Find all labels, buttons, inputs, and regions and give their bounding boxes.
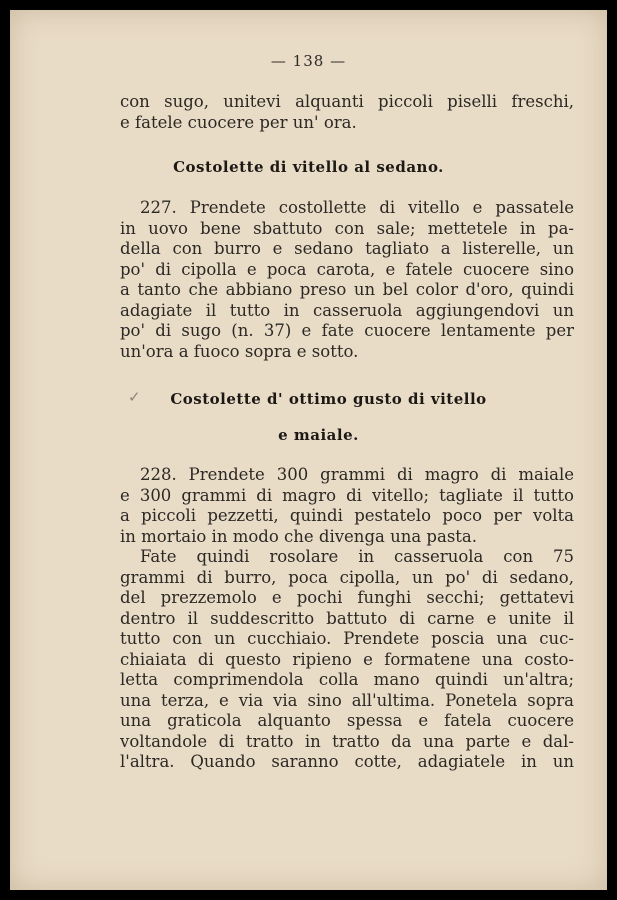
recipe-228-line: una terza, e via via sino all'ultima. Ponetela sopra [120,690,574,710]
recipe-228-line: chiaiata di questo ripieno e formatene una costo- [120,649,574,669]
recipe-228-paragraph-2 [120,547,574,773]
recipe-227-title: Costolette di vitello al sedano. [173,158,444,176]
intro-line: e fatele cuocere per un' ora. [120,112,357,132]
recipe-227-line: adagiate il tutto in casseruola aggiungendovi un [120,300,574,320]
recipe-228-line: del prezzemolo e pochi funghi secchi; gettatevi [120,588,574,607]
recipe-227-paragraph [120,198,574,362]
recipe-228-line: 228. Prendete 300 grammi di magro di maiale [140,465,574,484]
recipe-227-line: un'ora a fuoco sopra e sotto. [120,341,359,361]
recipe-227-line: della con burro e sedano tagliato a listerelle, un [120,239,574,258]
pencil-check-mark-icon: ✓ [128,388,141,406]
recipe-228-title-line2: e maiale. [278,426,359,444]
recipe-228-line: Fate quindi rosolare in casseruola con 75 [140,547,574,566]
recipe-228-line: grammi di burro, poca cipolla, un po' di sedano, [120,567,574,587]
recipe-227-line: po' di sugo (n. 37) e fate cuocere lentamente per [120,321,574,340]
recipe-227-line: 227. Prendete costollette di vitello e passatele [140,198,574,217]
recipe-228-paragraph-1 [120,465,574,547]
recipe-228-line: tutto con un cucchiaio. Prendete poscia una cuc- [120,629,574,648]
book-page [10,10,607,890]
page-number: — 138 — [270,52,347,70]
recipe-228-line: a piccoli pezzetti, quindi pestatelo poco per volta [120,506,574,525]
recipe-228-line: l'altra. Quando saranno cotte, adagiatele in un [120,752,574,771]
intro-paragraph [120,92,574,133]
recipe-228-line: voltandole di tratto in tratto da una parte e dal- [120,731,574,751]
recipe-227-line: a tanto che abbiano preso un bel color d'oro, quindi [120,280,574,299]
recipe-227-line: in uovo bene sbattuto con sale; mettetele in pa- [120,218,574,238]
recipe-228-line: una graticola alquanto spessa e fatela cuocere [120,711,574,730]
recipe-228-title-line1: Costolette d' ottimo gusto di vitello [170,390,487,408]
intro-line: con sugo, unitevi alquanti piccoli piselli freschi, [120,92,574,111]
recipe-228-line: in mortaio in modo che divenga una pasta. [120,526,477,546]
recipe-228-line: e 300 grammi di magro di vitello; tagliate il tutto [120,485,574,505]
recipe-228-line: dentro il suddescritto battuto di carne e unite il [120,608,574,628]
recipe-228-line: letta comprimendola colla mano quindi un'altra; [120,670,574,689]
recipe-227-line: po' di cipolla e poca carota, e fatele cuocere sino [120,259,574,279]
